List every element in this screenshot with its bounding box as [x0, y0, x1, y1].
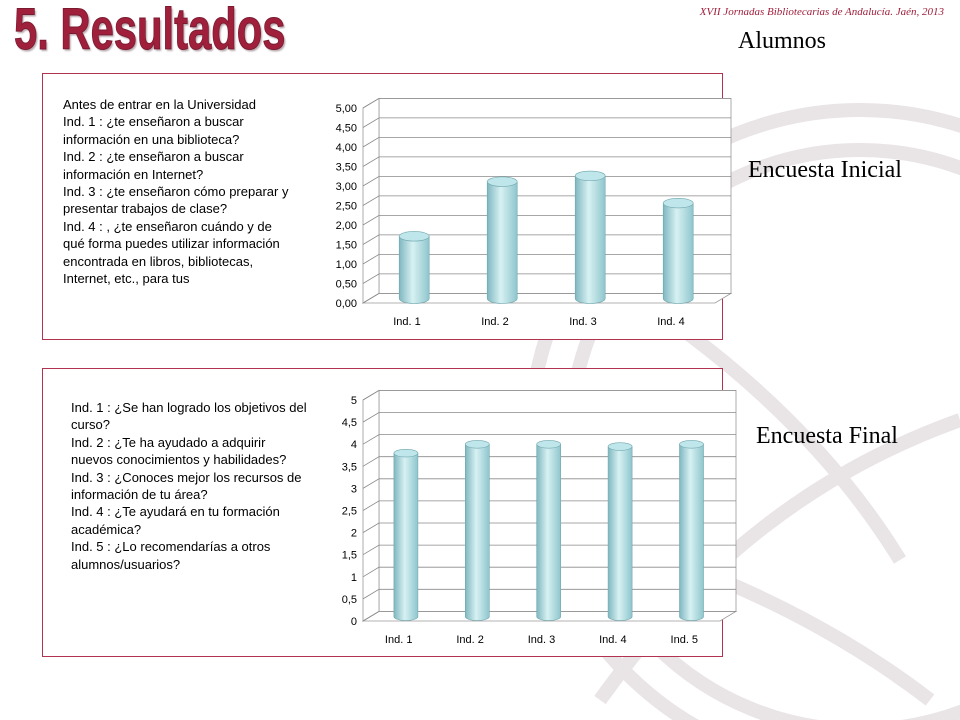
- final-bar: [537, 440, 561, 620]
- final-bar: [394, 449, 418, 620]
- final-bar: [680, 440, 704, 620]
- initial-y-tick-label: 1,50: [335, 239, 357, 252]
- initial-bar: [575, 171, 605, 303]
- initial-y-tick-label: 3,50: [335, 161, 357, 174]
- initial-x-tick-label: Ind. 1: [393, 316, 421, 328]
- final-bar-body: [537, 444, 561, 620]
- final-bar-body: [465, 444, 489, 620]
- final-bar-body: [608, 447, 632, 621]
- initial-survey-panel: [42, 73, 723, 340]
- initial-y-tick-label: 5,00: [335, 103, 357, 115]
- final-y-tick-label: 3,5: [341, 461, 357, 474]
- label-initial-survey: Encuesta Inicial: [748, 157, 902, 183]
- final-x-tick-label: Ind. 1: [384, 634, 413, 646]
- final-y-tick-label: 5: [350, 395, 357, 407]
- initial-bar-top: [575, 171, 605, 181]
- final-y-tick-label: 4: [350, 439, 357, 452]
- initial-y-tick-label: 4,50: [335, 122, 357, 135]
- final-bar-top: [394, 449, 418, 457]
- final-y-tick-label: 0: [350, 616, 357, 628]
- final-bar: [608, 443, 632, 621]
- label-final-survey: Encuesta Final: [756, 423, 898, 449]
- initial-bar: [399, 231, 429, 303]
- final-y-tick-label: 3: [350, 483, 357, 496]
- page-title: 5. Resultados: [14, 0, 286, 62]
- final-bar-top: [537, 440, 561, 448]
- initial-bar-body: [487, 182, 517, 304]
- final-y-tick-label: 2: [350, 527, 357, 540]
- initial-bar: [487, 177, 517, 304]
- final-x-tick-label: Ind. 3: [527, 634, 556, 646]
- conference-caption: XVII Jornadas Bibliotecarias de Andalucía. Jaén, 2013: [699, 6, 944, 18]
- initial-survey-questions: Antes de entrar en la Universidad Ind. 1 : ¿te enseñaron a buscar información en una biblioteca? Ind. 2 : ¿te enseñaron a buscar información en Internet? Ind. 3 : ¿te enseñaron cómo preparar y presentar trabajos de clase? Ind. 4 : , ¿te enseñaron cuándo y de qué forma puedes utilizar información encontrada en libros, bibliotecas, Internet, etc., para tus: [63, 97, 289, 287]
- final-y-tick-label: 2,5: [341, 505, 357, 518]
- initial-bar-top: [399, 231, 429, 241]
- initial-y-tick-label: 1,00: [335, 259, 357, 271]
- final-x-tick-label: Ind. 2: [456, 634, 484, 646]
- initial-bar-top: [487, 177, 517, 187]
- final-y-tick-label: 0,5: [341, 593, 357, 606]
- initial-y-tick-label: 3,00: [335, 181, 357, 193]
- final-bar-top: [465, 440, 489, 448]
- final-y-tick-label: 1: [350, 571, 357, 584]
- initial-survey-chart: [313, 74, 722, 339]
- initial-x-tick-label: Ind. 2: [481, 316, 509, 328]
- initial-y-tick-label: 4,00: [335, 142, 357, 154]
- initial-bar: [663, 198, 693, 303]
- initial-x-tick-label: Ind. 3: [569, 316, 597, 328]
- initial-bar-body: [575, 176, 605, 304]
- final-survey-panel: [42, 368, 723, 657]
- final-x-tick-label: Ind. 5: [670, 634, 699, 646]
- final-survey-chart: [313, 369, 722, 656]
- final-bar-body: [680, 444, 704, 620]
- final-bar-body: [394, 453, 418, 620]
- final-survey-questions: Ind. 1 : ¿Se han logrado los objetivos del curso? Ind. 2 : ¿Te ha ayudado a adquirir nuevos conocimientos y habilidades? Ind. 3 : ¿Conoces mejor los recursos de información de tu área? Ind. 4 : ¿Te ayudará en tu formación académica? Ind. 5 : ¿Lo recomendarías a otros alumnos/usuarios?: [71, 400, 307, 572]
- final-bar-top: [680, 440, 704, 448]
- initial-y-tick-label: 0,50: [335, 278, 357, 291]
- initial-bar-body: [663, 203, 693, 303]
- final-y-tick-label: 4,5: [341, 417, 357, 430]
- final-bar: [465, 440, 489, 620]
- initial-y-tick-label: 0,00: [335, 298, 357, 310]
- final-x-tick-label: Ind. 4: [599, 634, 627, 646]
- final-y-tick-label: 1,5: [341, 549, 357, 562]
- final-bar-top: [608, 443, 632, 451]
- initial-bar-body: [399, 236, 429, 303]
- initial-x-tick-label: Ind. 4: [657, 316, 685, 328]
- section-heading-alumnos: Alumnos: [738, 28, 827, 54]
- initial-y-tick-label: 2,50: [335, 200, 357, 213]
- initial-bar-top: [663, 198, 693, 208]
- initial-y-tick-label: 2,00: [335, 220, 357, 232]
